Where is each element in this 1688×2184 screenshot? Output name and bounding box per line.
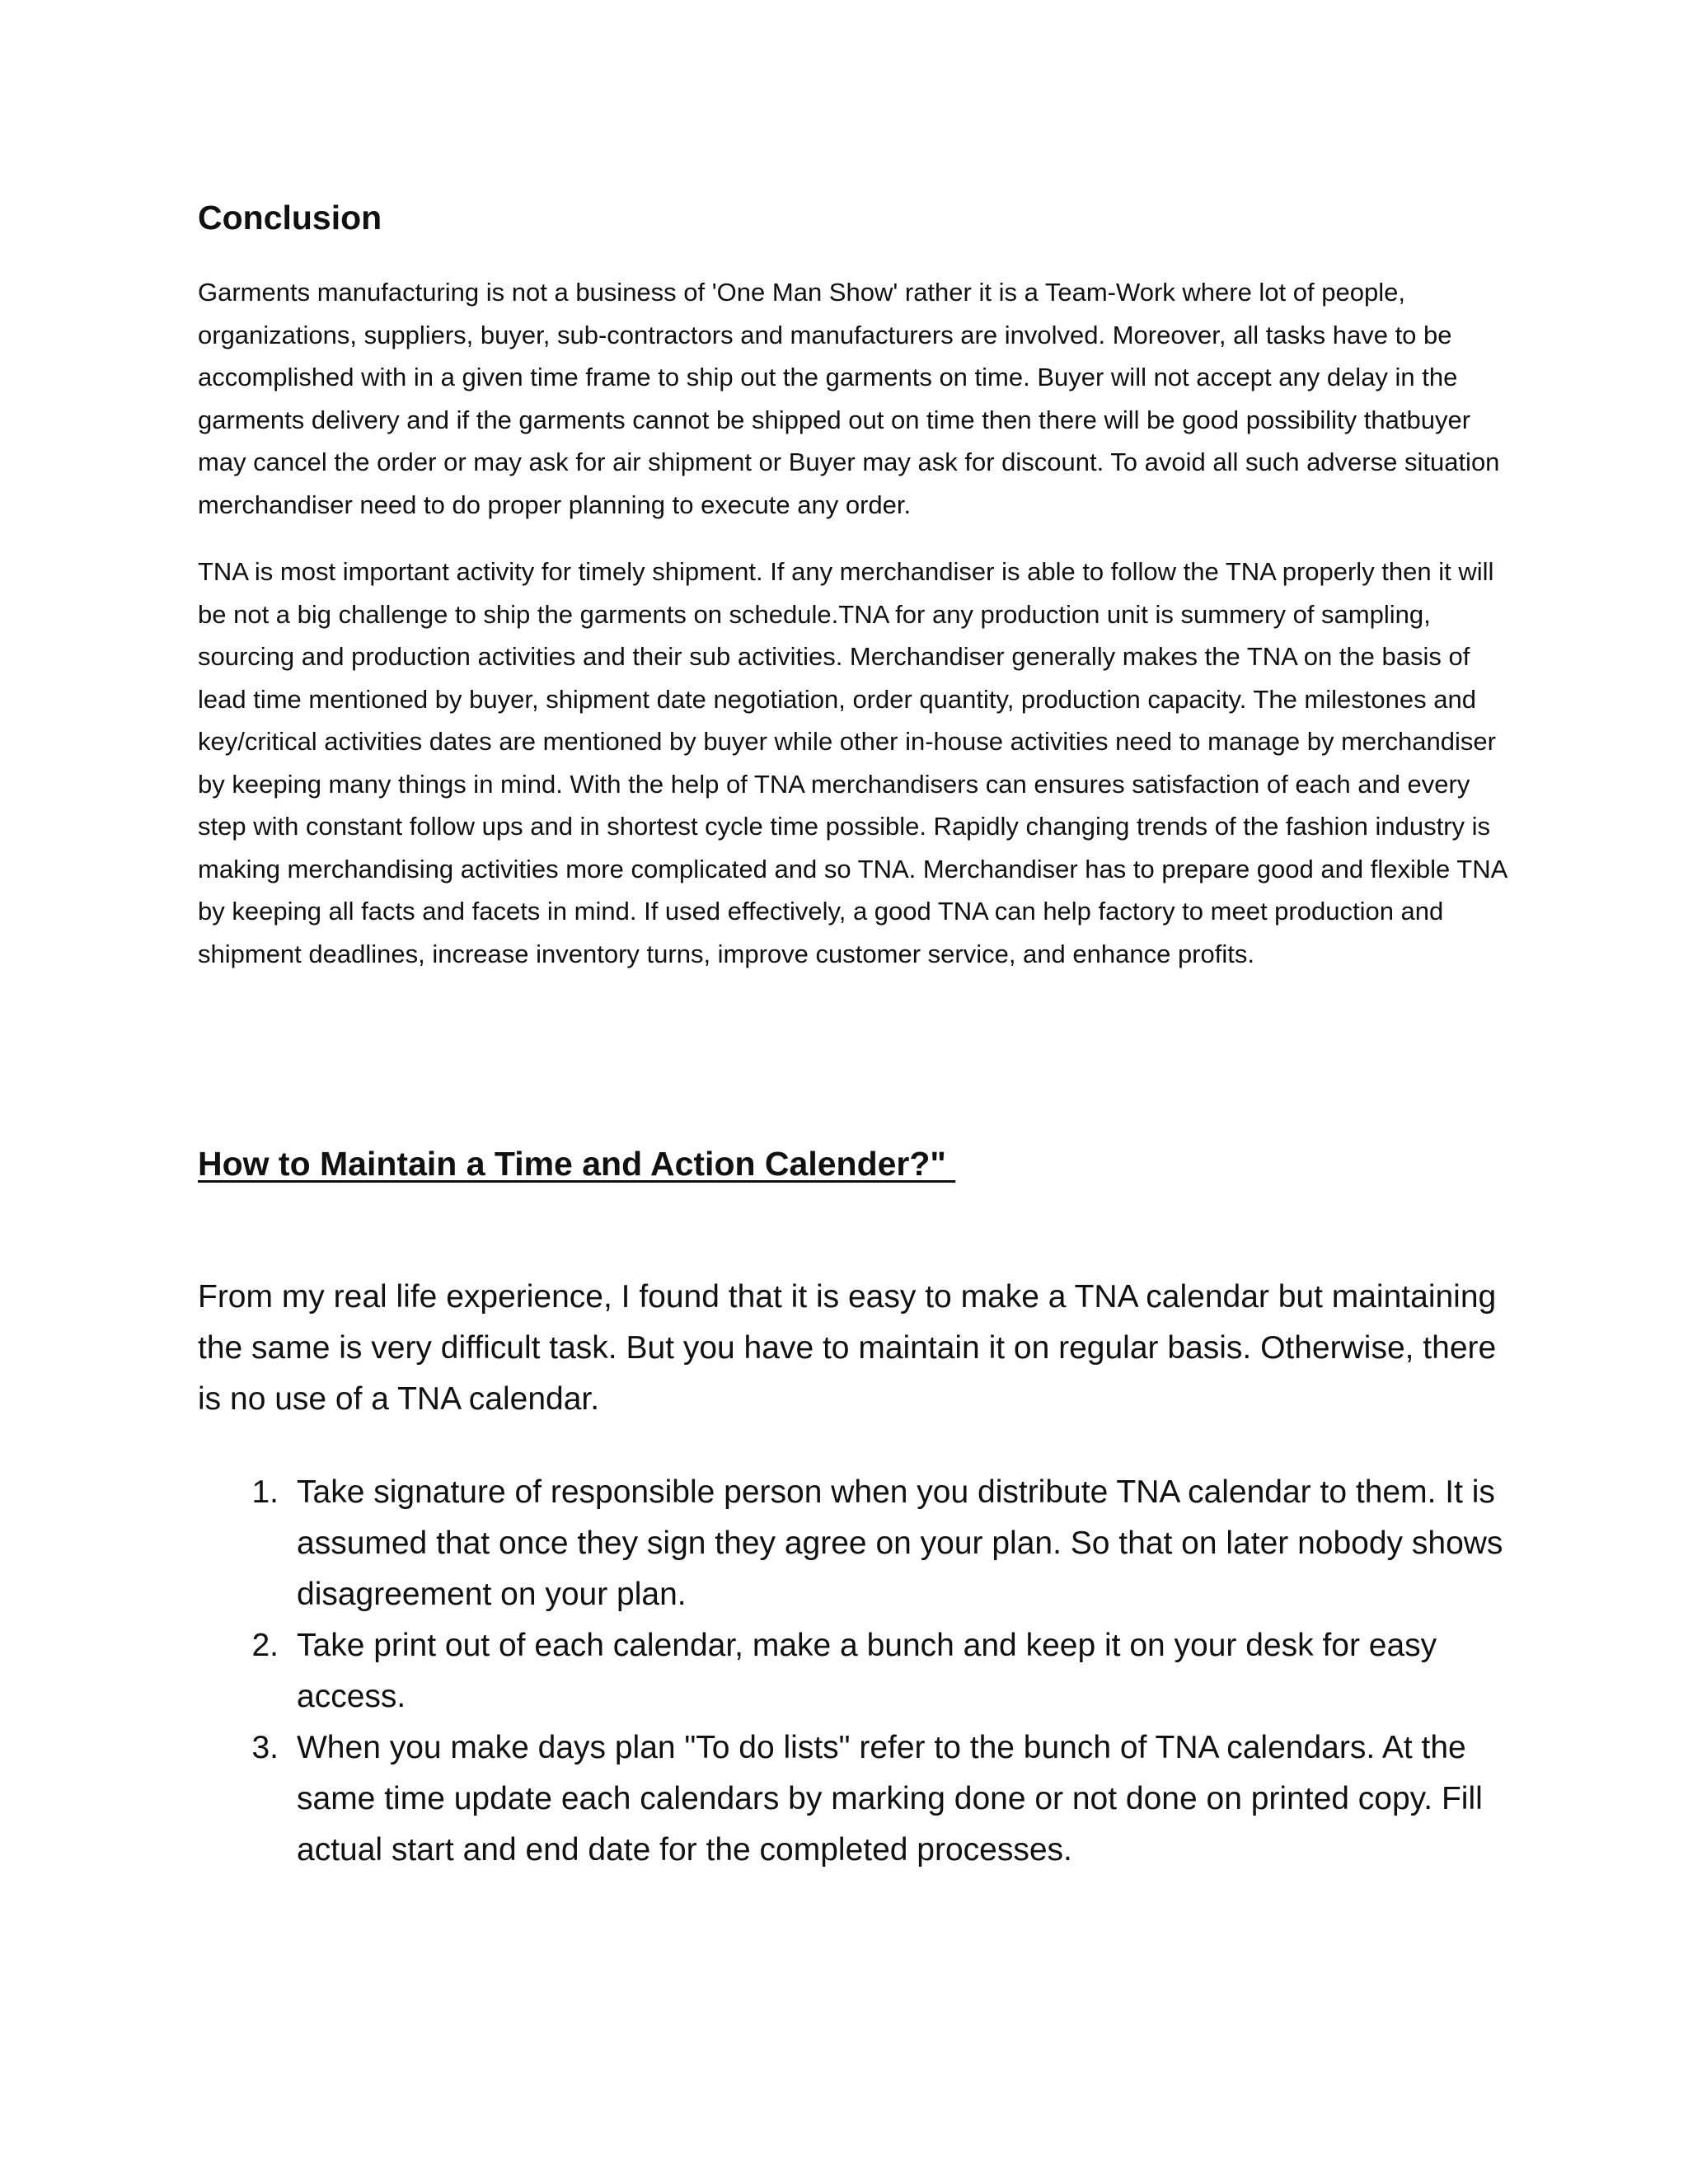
list-item xyxy=(198,1620,1508,1722)
list-item-text: Take print out of each calendar, make a bunch and keep it on your desk for easy access. xyxy=(297,1628,1437,1714)
conclusion-section xyxy=(198,198,1508,1000)
maintain-intro-paragraph: From my real life experience, I found that it is easy to make a TNA calendar but maintaining the same is very difficult task. But you have to maintain it on regular basis. Otherwise, there is no use of a TNA calendar. xyxy=(198,1279,1497,1417)
maintain-steps-list xyxy=(198,1467,1508,1876)
list-item-number: 3. xyxy=(251,1730,279,1765)
conclusion-paragraph-1: Garments manufacturing is not a business of 'One Man Show' rather it is a Team-Work where lot of people, organizations, suppliers, buyer, sub-contractors and manufacturers are involved. Moreover, all tasks have to be accomplished with in a given time frame to ship out the garments on time. Buyer will not accept any delay in the garments delivery and if the garments cannot be shipped out on time then there will be good possibility thatbuyer may cancel the order or may ask for air shipment or Buyer may ask for discount. To avoid all such adverse situation merchandiser need to do proper planning to execute any order. xyxy=(198,278,1500,519)
list-item-text: Take signature of responsible person when you distribute TNA calendar to them. It is assumed that once they sign they agree on your plan. So that on later nobody shows disagreement on your plan. xyxy=(297,1474,1503,1612)
list-item-number: 2. xyxy=(251,1628,279,1663)
list-item-text: When you make days plan "To do lists" refer to the bunch of TNA calendars. At the same time update each calendars by marking done or not done on printed copy. Fill actual start and end date for the completed processes. xyxy=(297,1730,1483,1868)
list-item-number: 1. xyxy=(251,1474,279,1510)
list-item xyxy=(198,1722,1508,1876)
list-item xyxy=(198,1467,1508,1620)
conclusion-paragraph-2: TNA is most important activity for timely shipment. If any merchandiser is able to follow the TNA properly then it will be not a big challenge to ship the garments on schedule.TNA for any production unit is summery of sampling, sourcing and production activities and their sub activities. Merchandiser generally makes the TNA on the basis of lead time mentioned by buyer, shipment date negotiation, order quantity, production capacity. The milestones and key/critical activities dates are mentioned by buyer while other in-house activities need to manage by merchandiser by keeping many things in mind. With the help of TNA merchandisers can ensures satisfaction of each and every step with constant follow ups and in shortest cycle time possible. Rapidly changing trends of the fashion industry is making merchandising activities more complicated and so TNA. Merchandiser has to prepare good and flexible TNA by keeping all facts and facets in mind. If used effectively, a good TNA can help factory to meet production and shipment deadlines, increase inventory turns, improve customer service, and enhance profits. xyxy=(198,557,1507,968)
maintain-heading: How to Maintain a Time and Action Calender?" xyxy=(198,1145,956,1183)
conclusion-heading: Conclusion xyxy=(198,199,382,237)
